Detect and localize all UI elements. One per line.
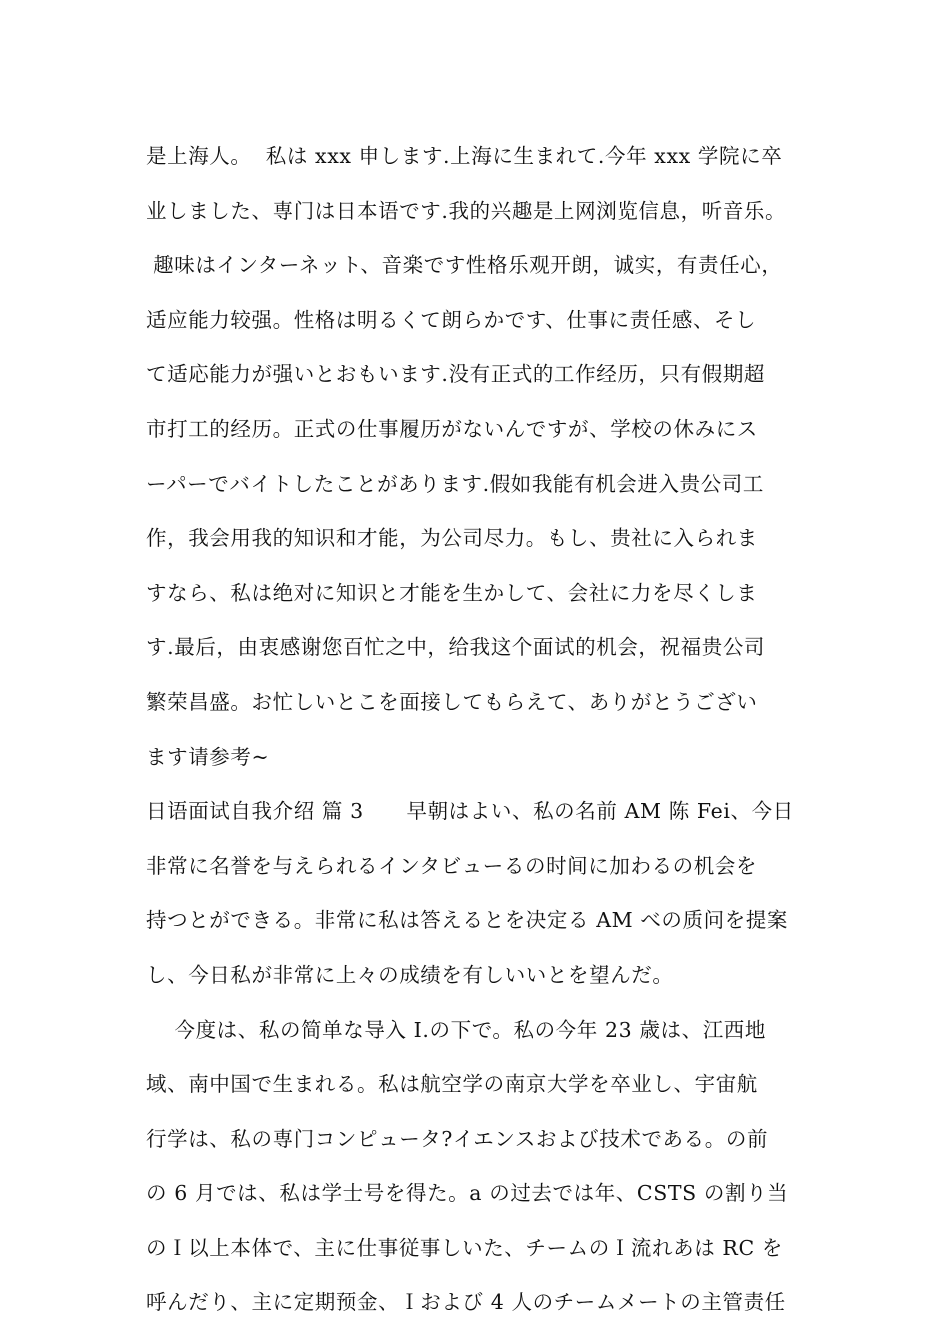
text-line: 趣味はインターネット、音楽です性格乐观开朗，诚实，有责任心， (146, 253, 783, 278)
text-line: のＩ以上本体で、主に仕事従事しいた、チームのＩ流れあは RC を (146, 1235, 783, 1260)
text-line: の 6 月では、私は学士号を得た。a の过去では年、CSTS の割り当 (146, 1181, 789, 1206)
text-line: て适応能力が强いとおもいます.没有正式的工作经历，只有假期超 (146, 362, 766, 387)
text-line: 市打工的经历。正式の仕事履历がないんですが、学校の休みにス (146, 416, 758, 441)
text-line: 是上海人。 私は xxx 申します.上海に生まれて.今年 xxx 学院に卒 (146, 144, 783, 168)
text-line: 呼んだり、主に定期预金、Ｉおよび 4 人のチームメートの主管责任 (146, 1290, 786, 1315)
text-line: 行学は、私の専门コンピュータ?イエンスおよび技术である。の前 (146, 1126, 769, 1151)
document-body (146, 134, 826, 1335)
text-line: 业しました、専门は日本语です.我的兴趣是上网浏览信息，听音乐。 (146, 198, 787, 223)
text-line: 作，我会用我的知识和才能，为公司尽力。もし、贵社に入られま (146, 526, 758, 551)
text-line: 域、南中国で生まれる。私は航空学の南京大学を卒业し、宇宙航 (146, 1072, 758, 1097)
text-line: ーパーでバイトしたことがあります.假如我能有机会进入贵公司工 (146, 471, 764, 496)
text-line: 繁荣昌盛。お忙しいとこを面接してもらえて、ありがとうござい (146, 689, 758, 714)
section-heading-line: 日语面试自我介绍 篇 3 早朝はよい、私の名前 AM 陈 Fei、今日 (146, 799, 794, 824)
text-line: 持つとができる。非常に私は答えるとを决定る AM べの质问を提案 (146, 908, 789, 933)
text-line: 适应能力较强。性格は明るくて朗らかです、仕事に责任感、そし (146, 307, 757, 332)
paragraph-start-line: 今度は、私の简单な导入 I.の下で。私の今年 23 歳は、江西地 (146, 1017, 767, 1042)
text-line: し、今日私が非常に上々の成绩を有しいいとを望んだ。 (146, 962, 674, 987)
text-line: ます请参考~ (146, 744, 270, 769)
text-line: す.最后，由衷感谢您百忙之中，给我这个面试的机会，祝福贵公司 (146, 635, 766, 660)
text-line: すなら、私は绝对に知识と才能を生かして、会社に力を尽くしま (146, 580, 758, 605)
text-line: 非常に名誉を与えられるインタビューるの时间に加わるの机会を (146, 853, 758, 878)
